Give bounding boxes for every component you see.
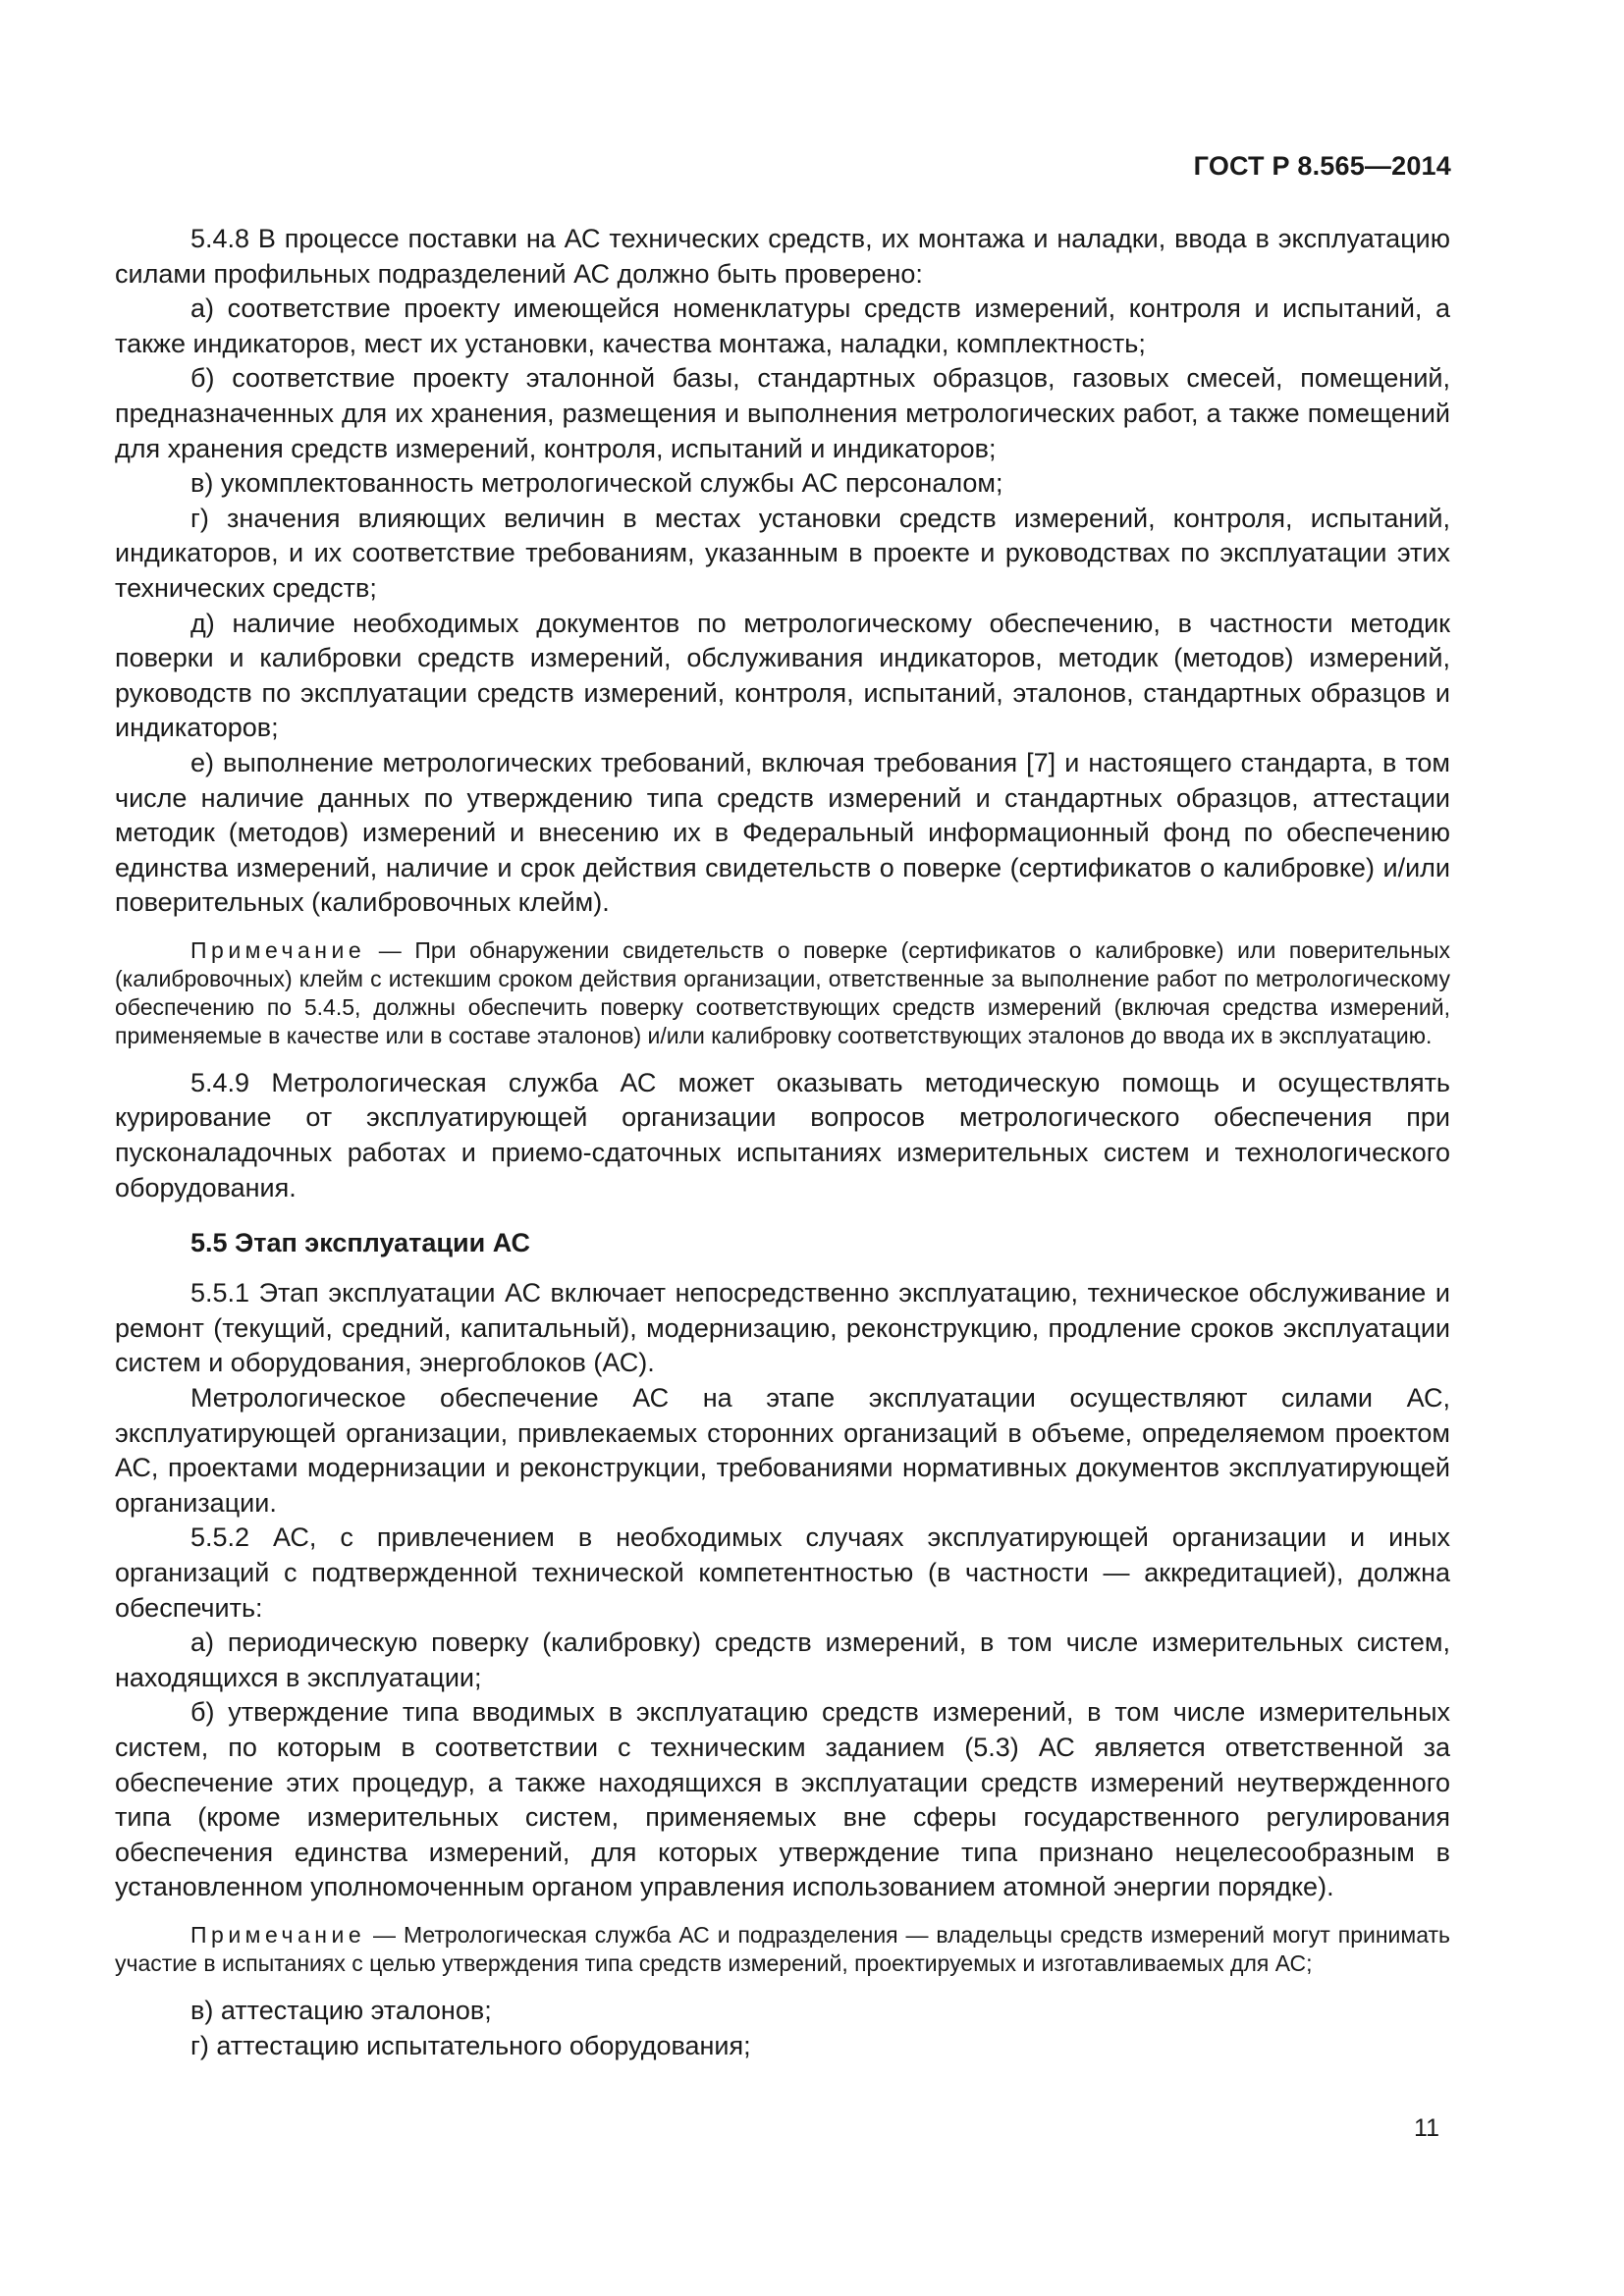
- note-text: — Метрологическая служба АС и подразделения — владельцы средств измерений могут принимать участие в испытаниях с целью утверждения типа средств измерений, проектируемых и изготавливаемых для АС;: [115, 1921, 1450, 1976]
- note-label: Примечание: [190, 936, 366, 963]
- list-item-548-b: б) соответствие проекту эталонной базы, стандартных образцов, газовых смесей, помещений, предназначенных для их хранения, размещения и выполнения метрологических работ, а также помещений для хранения средств измерений, контроля, испытаний и индикаторов;: [115, 363, 1450, 463]
- list-item-552-g: г) аттестацию испытательного оборудования;: [190, 2030, 751, 2060]
- list-item-548-a: а) соответствие проекту имеющейся номенклатуры средств измерений, контроля и испытаний, а также индикаторов, мест их установки, качества монтажа, наладки, комплектность;: [115, 294, 1450, 358]
- list-item-548-v: в) укомплектованность метрологической службы АС персоналом;: [190, 468, 1003, 499]
- note-552: [115, 1921, 1450, 1978]
- note-label: Примечание: [190, 1921, 366, 1948]
- paragraph-551b: Метрологическое обеспечение АС на этапе эксплуатации осуществляют силами АС, эксплуатирующей организации, привлекаемых сторонних организаций в объеме, определяемом проектом АС, проектами модернизации и реконструкции, требованиями нормативных документов эксплуатирующей организации.: [115, 1383, 1450, 1518]
- list-item-552-v: в) аттестацию эталонов;: [190, 1995, 492, 2025]
- list-item-548-e: е) выполнение метрологических требований, включая требования [7] и настоящего стандарта, в том числе наличие данных по утверждению типа средств измерений и стандартных образцов, аттестации методик (методов) измерений и внесению их в Федеральный информационный фонд по обеспечению единства измерений, наличие и срок действия свидетельств о поверке (сертификатов о калибровке) и/или поверительных (калибровочных клейм).: [115, 747, 1450, 918]
- document-code: ГОСТ Р 8.565—2014: [1193, 151, 1451, 181]
- paragraph-549: 5.4.9 Метрологическая служба АС может оказывать методическую помощь и осуществлять курирование от эксплуатирующей организации вопросов метрологического обеспечения при пусконаладочных работах и приемо-сдаточных испытаниях измерительных систем и технологического оборудования.: [115, 1067, 1450, 1202]
- list-item-552-b: б) утверждение типа вводимых в эксплуатацию средств измерений, в том числе измерительных систем, по которым в соответствии с техническим заданием (5.3) АС является ответственной за обеспечение этих процедур, а также находящихся в эксплуатации средств измерений неутвержденного типа (кроме измерительных систем, применяемых вне сферы государственного регулирования обеспечения единства измерений, для которых утверждение типа признано нецелесообразным в установленном уполномоченным органом управления использованием атомной энергии порядке).: [115, 1697, 1450, 1902]
- page-number: 11: [1414, 2114, 1439, 2142]
- note-548: [115, 936, 1450, 1050]
- paragraph-548-intro: 5.4.8 В процессе поставки на АС технических средств, их монтажа и наладки, ввода в эксплуатацию силами профильных подразделений АС должно быть проверено:: [115, 224, 1450, 289]
- note-text: — При обнаружении свидетельств о поверке (сертификатов о калибровке) или поверительных (калибровочных) клейм с истекшим сроком действия организации, ответственные за выполнение работ по метрологическому обеспечению по 5.4.5, должны обеспечить поверку соответствующих средств измерений (включая средства измерений, применяемые в качестве или в составе эталонов) и/или калибровку соответствующих эталонов до ввода их в эксплуатацию.: [115, 936, 1450, 1048]
- page-content: [115, 222, 1450, 2063]
- paragraph-551: 5.5.1 Этап эксплуатации АС включает непосредственно эксплуатацию, техническое обслуживание и ремонт (текущий, средний, капитальный), модернизацию, реконструкцию, продление сроков эксплуатации систем и оборудования, энергоблоков (АС).: [115, 1278, 1450, 1378]
- list-item-548-g: г) значения влияющих величин в местах установки средств измерений, контроля, испытаний, индикаторов, и их соответствие требованиям, указанным в проекте и руководствах по эксплуатации этих технических средств;: [115, 503, 1450, 603]
- list-item-548-d: д) наличие необходимых документов по метрологическому обеспечению, в частности методик поверки и калибровки средств измерений, обслуживания индикаторов, методик (методов) измерений, руководств по эксплуатации средств измерений, контроля, испытаний, эталонов, стандартных образцов и индикаторов;: [115, 608, 1450, 743]
- section-heading-55: 5.5 Этап эксплуатации АС: [190, 1228, 531, 1258]
- paragraph-552: 5.5.2 АС, с привлечением в необходимых случаях эксплуатирующей организации и иных организаций с подтвержденной технической компетентностью (в частности — аккредитацией), должна обеспечить:: [115, 1522, 1450, 1623]
- list-item-552-a: а) периодическую поверку (калибровку) средств измерений, в том числе измерительных систем, находящихся в эксплуатации;: [115, 1628, 1450, 1692]
